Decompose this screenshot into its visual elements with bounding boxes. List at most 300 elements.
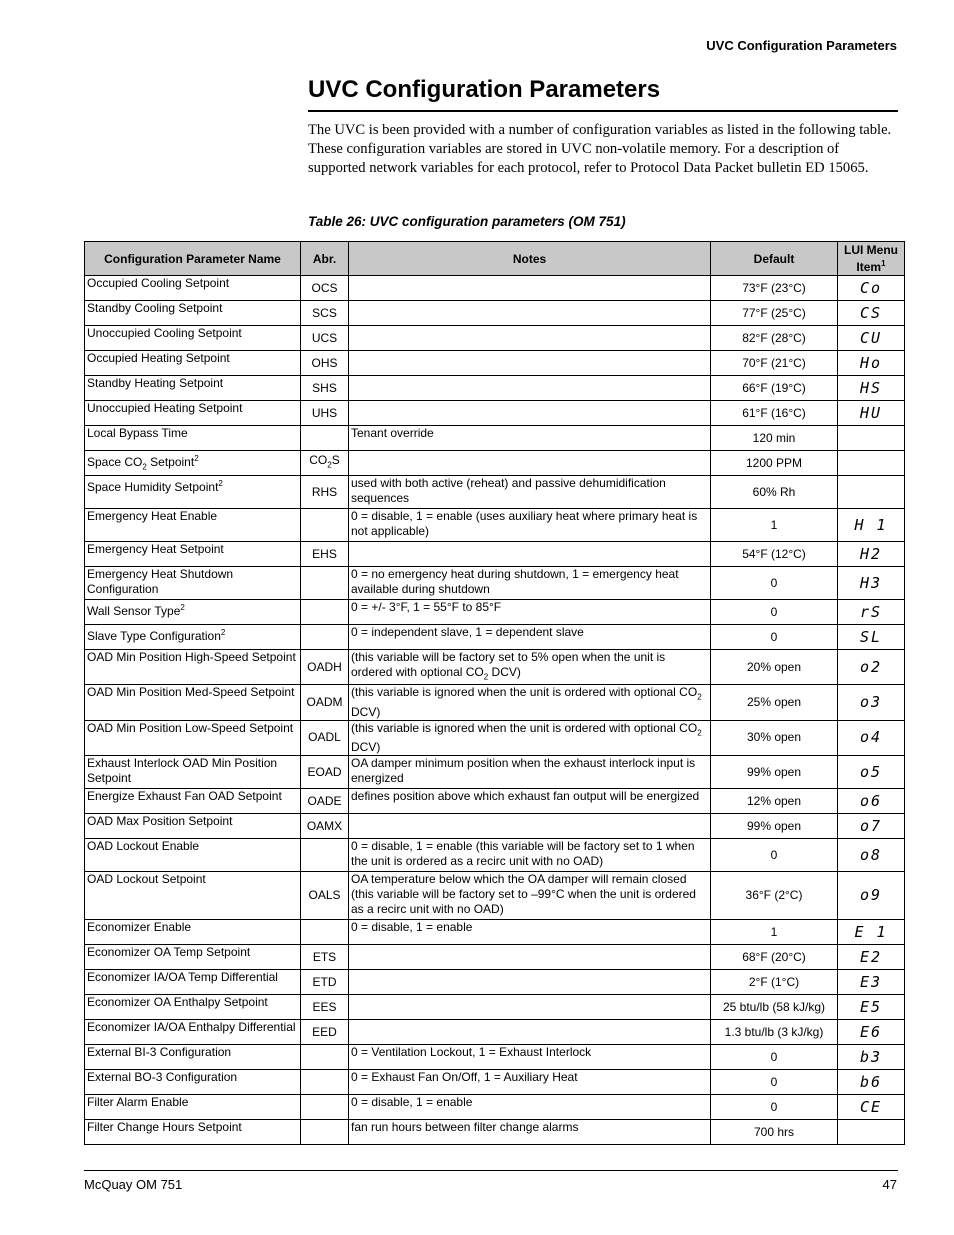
table-row [85, 872, 905, 920]
lui-menu-item-cell [838, 650, 905, 685]
notes: fan run hours between filter change alarms [351, 1120, 579, 1135]
default-cell [711, 720, 838, 755]
lui-menu-item-cell [838, 1120, 905, 1145]
table-row [85, 426, 905, 451]
abbreviation-cell [301, 567, 349, 600]
lui-menu-item-cell [838, 970, 905, 995]
abbreviation-cell [301, 376, 349, 401]
notes-cell [349, 426, 711, 451]
abbreviation-cell [301, 326, 349, 351]
notes-cell [349, 401, 711, 426]
lui-menu-code: HS [859, 378, 883, 397]
parameter-name: Exhaust Interlock OAD Min Position Setpoint [87, 756, 278, 786]
notes: 0 = Ventilation Lockout, 1 = Exhaust Interlock [351, 1045, 592, 1060]
parameter-name-cell [85, 789, 301, 814]
default-value: 2°F (1°C) [748, 974, 800, 989]
parameter-name: Economizer OA Temp Setpoint [87, 945, 251, 960]
table-row [85, 756, 905, 789]
parameter-name-cell [85, 426, 301, 451]
col-header-lui [838, 242, 905, 276]
default-value: 25 btu/lb (58 kJ/kg) [722, 999, 826, 1014]
table-row [85, 685, 905, 720]
table-row [85, 567, 905, 600]
parameter-name-cell [85, 567, 301, 600]
abbreviation-cell [301, 650, 349, 685]
lui-menu-code: E5 [859, 997, 883, 1016]
default-cell [711, 995, 838, 1020]
parameter-name: OAD Min Position Med-Speed Setpoint [87, 685, 295, 700]
abbreviation-cell [301, 301, 349, 326]
parameter-name-cell [85, 1070, 301, 1095]
abbreviation: SCS [312, 305, 337, 320]
notes-cell [349, 995, 711, 1020]
default-cell [711, 839, 838, 872]
lui-menu-item-cell [838, 376, 905, 401]
notes-cell [349, 301, 711, 326]
notes-part: DCV) [351, 740, 381, 755]
default-value: 0 [770, 604, 778, 619]
default-cell [711, 756, 838, 789]
default-cell [711, 970, 838, 995]
abbreviation: OAMX [306, 818, 343, 833]
lui-menu-code: E 1 [854, 922, 888, 941]
abbreviation-cell [301, 920, 349, 945]
col-header-lui-label: LUI Menu Item [844, 243, 898, 274]
notes-cell [349, 945, 711, 970]
notes-cell [349, 872, 711, 920]
abbreviation: UCS [311, 330, 338, 345]
lui-menu-code: E6 [859, 1022, 883, 1041]
parameter-name: Economizer Enable [87, 920, 192, 935]
parameter-name: Unoccupied Heating Setpoint [87, 401, 243, 415]
lui-menu-code: b3 [859, 1047, 883, 1066]
table-row [85, 1045, 905, 1070]
parameter-footnote: 2 [218, 479, 223, 488]
default-value: 77°F (25°C) [742, 305, 806, 320]
title-rule [308, 110, 898, 112]
table-row [85, 945, 905, 970]
default-cell [711, 326, 838, 351]
default-cell [711, 1120, 838, 1145]
running-header: UVC Configuration Parameters [706, 38, 897, 53]
default-value: 0 [770, 847, 778, 862]
lui-menu-item-cell [838, 1045, 905, 1070]
notes: 0 = independent slave, 1 = dependent slave [351, 625, 584, 639]
abbreviation-cell [301, 839, 349, 872]
parameter-name-cell [85, 542, 301, 567]
abbreviation-cell [301, 1120, 349, 1145]
abbreviation-cell [301, 872, 349, 920]
notes: 0 = no emergency heat during shutdown, 1 = emergency heat available during shutdown [351, 567, 679, 596]
default-value: 66°F (19°C) [742, 380, 806, 395]
default-value: 20% open [746, 659, 802, 674]
parameter-name: Economizer OA Enthalpy Setpoint [87, 995, 268, 1010]
default-value: 25% open [746, 695, 802, 710]
default-value: 0 [770, 1049, 778, 1064]
default-value: 0 [770, 1099, 778, 1114]
lui-menu-item-cell [838, 1020, 905, 1045]
default-cell [711, 625, 838, 650]
notes-cell [349, 756, 711, 789]
lui-menu-item-cell [838, 351, 905, 376]
lui-menu-item-cell [838, 625, 905, 650]
abbreviation-cell [301, 451, 349, 476]
abbreviation-cell [301, 1095, 349, 1120]
table-row [85, 1095, 905, 1120]
parameter-name: Occupied Heating Setpoint [87, 351, 230, 365]
parameter-name: OAD Max Position Setpoint [87, 814, 233, 829]
default-value: 0 [770, 629, 778, 644]
notes-cell [349, 970, 711, 995]
notes: 0 = disable, 1 = enable [351, 1095, 473, 1110]
notes-cell [349, 451, 711, 476]
default-cell [711, 426, 838, 451]
lui-menu-code: o7 [859, 816, 883, 835]
default-value: 30% open [746, 730, 802, 745]
notes-cell [349, 509, 711, 542]
default-cell [711, 401, 838, 426]
table-row [85, 1070, 905, 1095]
notes: defines position above which exhaust fan output will be energized [351, 789, 700, 804]
parameter-name-cell [85, 720, 301, 755]
parameter-name: Filter Change Hours Setpoint [87, 1120, 242, 1135]
lui-menu-code: b6 [859, 1072, 883, 1091]
default-value: 68°F (20°C) [742, 949, 806, 964]
parameter-name: Emergency Heat Shutdown Configuration [87, 567, 234, 596]
parameter-name-cell [85, 1020, 301, 1045]
lui-menu-item-cell [838, 995, 905, 1020]
abbreviation-cell [301, 970, 349, 995]
abbreviation-part: CO [309, 453, 328, 468]
notes: 0 = disable, 1 = enable [351, 920, 473, 935]
footer-publication: McQuay OM 751 [84, 1177, 183, 1192]
parameter-name: OAD Min Position High-Speed Setpoint [87, 650, 296, 664]
default-value: 73°F (23°C) [742, 280, 806, 295]
lui-menu-code: CE [859, 1097, 883, 1116]
notes-subscript: 2 [697, 692, 702, 702]
default-value: 12% open [746, 793, 802, 808]
parameter-name: External BO-3 Configuration [87, 1070, 238, 1085]
abbreviation: SHS [312, 380, 337, 395]
notes-subscript: 2 [483, 672, 489, 682]
table-row [85, 970, 905, 995]
default-value: 1.3 btu/lb (3 kJ/kg) [724, 1024, 824, 1039]
default-value: 99% open [746, 764, 802, 779]
default-cell [711, 1045, 838, 1070]
abbreviation-part: S [331, 453, 340, 468]
parameter-name-subscript: 2 [142, 462, 147, 472]
page-title: UVC Configuration Parameters [308, 76, 661, 103]
parameter-name: OAD Lockout Enable [87, 839, 200, 854]
table-row [85, 625, 905, 650]
parameter-name-cell [85, 351, 301, 376]
parameter-name-cell [85, 301, 301, 326]
parameter-name-cell [85, 995, 301, 1020]
notes: 0 = +/- 3°F, 1 = 55°F to 85°F [351, 600, 502, 614]
parameter-name-cell [85, 685, 301, 720]
parameter-name: Slave Type Configuration [87, 629, 221, 643]
abbreviation-cell [301, 1070, 349, 1095]
table-row [85, 351, 905, 376]
lui-menu-item-cell [838, 509, 905, 542]
notes: used with both active (reheat) and passive dehumidification sequences [351, 476, 666, 505]
notes-cell [349, 476, 711, 509]
lui-menu-code: HU [859, 403, 883, 422]
parameter-name-cell [85, 1120, 301, 1145]
notes-cell [349, 351, 711, 376]
parameter-name-part: Setpoint [146, 455, 195, 469]
parameter-name-cell [85, 756, 301, 789]
notes-cell [349, 1070, 711, 1095]
parameter-name-cell [85, 625, 301, 650]
notes-part: DCV) [488, 665, 521, 679]
parameter-name-cell [85, 451, 301, 476]
default-cell [711, 301, 838, 326]
parameter-name: Economizer IA/OA Temp Differential [87, 970, 278, 985]
default-cell [711, 650, 838, 685]
parameter-name: Unoccupied Cooling Setpoint [87, 326, 242, 340]
abbreviation: OCS [311, 280, 338, 295]
parameter-name-cell [85, 276, 301, 301]
default-value: 700 hrs [753, 1124, 795, 1139]
abbreviation: ETD [312, 974, 337, 989]
default-value: 82°F (28°C) [742, 330, 806, 345]
abbreviation: OALS [308, 888, 341, 903]
default-cell [711, 351, 838, 376]
abbreviation: EES [312, 999, 337, 1014]
default-cell [711, 789, 838, 814]
table-row [85, 542, 905, 567]
parameter-name: Occupied Cooling Setpoint [87, 276, 230, 290]
lui-menu-item-cell [838, 720, 905, 755]
parameter-name-cell [85, 376, 301, 401]
parameter-name-cell [85, 1095, 301, 1120]
default-value: 1200 PPM [745, 455, 803, 470]
lui-menu-code: E3 [859, 972, 883, 991]
lui-menu-code: o3 [859, 693, 883, 712]
default-cell [711, 542, 838, 567]
notes: Tenant override [351, 426, 434, 440]
notes-part: (this variable is ignored when the unit is ordered with optional CO [351, 685, 698, 700]
table-body [85, 276, 905, 1145]
parameter-name-cell [85, 920, 301, 945]
table-row [85, 509, 905, 542]
notes-cell [349, 376, 711, 401]
notes-part: DCV) [351, 704, 381, 719]
default-value: 36°F (2°C) [745, 888, 803, 903]
default-value: 99% open [746, 818, 802, 833]
abbreviation: OADE [307, 793, 342, 808]
default-cell [711, 376, 838, 401]
parameter-name: Economizer IA/OA Enthalpy Differential [87, 1020, 296, 1035]
lui-menu-item-cell [838, 839, 905, 872]
footer-rule [84, 1170, 898, 1171]
table-row [85, 276, 905, 301]
notes: 0 = disable, 1 = enable (uses auxiliary heat where primary heat is not applicable) [351, 509, 698, 538]
default-value: 60% Rh [752, 484, 796, 499]
table-row [85, 401, 905, 426]
table-row [85, 1120, 905, 1145]
lui-menu-item-cell [838, 789, 905, 814]
abbreviation-cell [301, 720, 349, 755]
lui-menu-code: H3 [859, 573, 883, 592]
parameter-name: OAD Min Position Low-Speed Setpoint [87, 720, 294, 735]
parameter-name-cell [85, 814, 301, 839]
lui-menu-code: H 1 [854, 515, 888, 534]
default-cell [711, 567, 838, 600]
default-cell [711, 945, 838, 970]
default-value: 54°F (12°C) [742, 546, 806, 561]
abbreviation-cell [301, 1020, 349, 1045]
parameter-name: External BI-3 Configuration [87, 1045, 232, 1060]
table-row [85, 301, 905, 326]
parameter-name-cell [85, 326, 301, 351]
lui-menu-code: rS [859, 602, 883, 621]
table-row [85, 650, 905, 685]
abbreviation-cell [301, 945, 349, 970]
parameter-name: Emergency Heat Enable [87, 509, 218, 523]
parameter-name-cell [85, 650, 301, 685]
parameter-footnote: 2 [220, 628, 226, 637]
notes-cell [349, 920, 711, 945]
notes-cell [349, 650, 711, 685]
table-row [85, 1020, 905, 1045]
lui-menu-code: E2 [859, 947, 883, 966]
table-row [85, 995, 905, 1020]
notes-subscript: 2 [697, 728, 702, 738]
notes-cell [349, 326, 711, 351]
notes-cell [349, 276, 711, 301]
col-header-notes: Notes [349, 242, 711, 276]
lui-menu-item-cell [838, 920, 905, 945]
notes-cell [349, 839, 711, 872]
parameter-name-cell [85, 839, 301, 872]
default-cell [711, 1020, 838, 1045]
lui-menu-code: o9 [859, 886, 883, 905]
notes: OA temperature below which the OA damper will remain closed (this variable will be factory set to –99°C when the unit is ordered as a recirc unit with no OAD) [351, 872, 696, 917]
table-row [85, 326, 905, 351]
notes-cell [349, 814, 711, 839]
parameter-name: Standby Cooling Setpoint [87, 301, 223, 315]
parameter-name-cell [85, 600, 301, 625]
lui-menu-item-cell [838, 301, 905, 326]
notes-cell [349, 600, 711, 625]
notes-part: (this variable will be factory set to 5% open when the unit is ordered with optional CO [351, 650, 666, 679]
notes-cell [349, 567, 711, 600]
lui-menu-code: Ho [859, 353, 883, 372]
config-parameters-table [84, 241, 905, 1145]
default-value: 70°F (21°C) [742, 355, 806, 370]
parameter-name: Wall Sensor Type [87, 604, 181, 618]
notes-cell [349, 542, 711, 567]
lui-menu-item-cell [838, 756, 905, 789]
lui-menu-code: o4 [859, 728, 883, 747]
notes-cell [349, 789, 711, 814]
lui-menu-code: o5 [859, 762, 883, 781]
parameter-footnote: 2 [180, 603, 185, 612]
lui-menu-item-cell [838, 476, 905, 509]
default-value: 1 [770, 517, 778, 532]
table-row [85, 920, 905, 945]
parameter-name-cell [85, 476, 301, 509]
default-cell [711, 600, 838, 625]
parameter-name: Energize Exhaust Fan OAD Setpoint [87, 789, 282, 804]
lui-menu-item-cell [838, 814, 905, 839]
abbreviation: EHS [312, 546, 337, 561]
notes-cell [349, 1095, 711, 1120]
lui-menu-item-cell [838, 1070, 905, 1095]
abbreviation: OADM [306, 695, 343, 710]
lui-menu-item-cell [838, 872, 905, 920]
table-row [85, 720, 905, 755]
table-row [85, 451, 905, 476]
default-value: 1 [770, 924, 778, 939]
lui-menu-code: CU [859, 328, 883, 347]
table-caption: Table 26: UVC configuration parameters (OM 751) [308, 214, 626, 229]
default-cell [711, 814, 838, 839]
table-row [85, 376, 905, 401]
lui-menu-item-cell [838, 567, 905, 600]
abbreviation-cell [301, 789, 349, 814]
abbreviation-cell [301, 685, 349, 720]
lui-menu-code: o6 [859, 791, 883, 810]
intro-paragraph: The UVC is been provided with a number of configuration variables as listed in the following table. These configuration variables are stored in UVC non-volatile memory. For a description of supported network variables for each protocol, refer to Protocol Data Packet bulletin ED 15065. [308, 122, 892, 176]
lui-menu-item-cell [838, 276, 905, 301]
abbreviation-cell [301, 995, 349, 1020]
abbreviation-cell [301, 509, 349, 542]
col-header-lui-footnote: 1 [881, 259, 886, 268]
notes-part: (this variable is ignored when the unit is ordered with optional CO [351, 720, 698, 735]
table-row [85, 814, 905, 839]
default-value: 0 [770, 1074, 778, 1089]
parameter-name-cell [85, 1045, 301, 1070]
lui-menu-code: o8 [859, 845, 883, 864]
abbreviation-cell [301, 600, 349, 625]
abbreviation-cell [301, 814, 349, 839]
abbreviation-cell [301, 276, 349, 301]
parameter-name: Filter Alarm Enable [87, 1095, 189, 1110]
notes-cell [349, 1120, 711, 1145]
parameter-name-cell [85, 945, 301, 970]
table-row [85, 839, 905, 872]
parameter-footnote: 2 [194, 454, 199, 463]
abbreviation-cell [301, 625, 349, 650]
lui-menu-item-cell [838, 685, 905, 720]
lui-menu-item-cell [838, 542, 905, 567]
default-cell [711, 872, 838, 920]
default-cell [711, 1070, 838, 1095]
lui-menu-item-cell [838, 401, 905, 426]
notes: 0 = Exhaust Fan On/Off, 1 = Auxiliary Heat [351, 1070, 578, 1085]
table-row [85, 789, 905, 814]
lui-menu-code: o2 [859, 657, 883, 676]
table-row [85, 600, 905, 625]
parameter-name-cell [85, 509, 301, 542]
parameter-name: Local Bypass Time [87, 426, 188, 440]
default-cell [711, 509, 838, 542]
abbreviation-cell [301, 542, 349, 567]
abbreviation: OADH [307, 659, 342, 674]
col-header-abr: Abr. [301, 242, 349, 276]
abbreviation: OHS [311, 355, 338, 370]
notes-cell [349, 1020, 711, 1045]
default-cell [711, 451, 838, 476]
abbreviation: OADL [308, 730, 341, 745]
abbreviation-cell [301, 426, 349, 451]
default-cell [711, 276, 838, 301]
abbreviation: ETS [312, 949, 337, 964]
notes: 0 = disable, 1 = enable (this variable will be factory set to 1 when the unit is ordered as a recirc unit with no OAD) [351, 839, 695, 869]
